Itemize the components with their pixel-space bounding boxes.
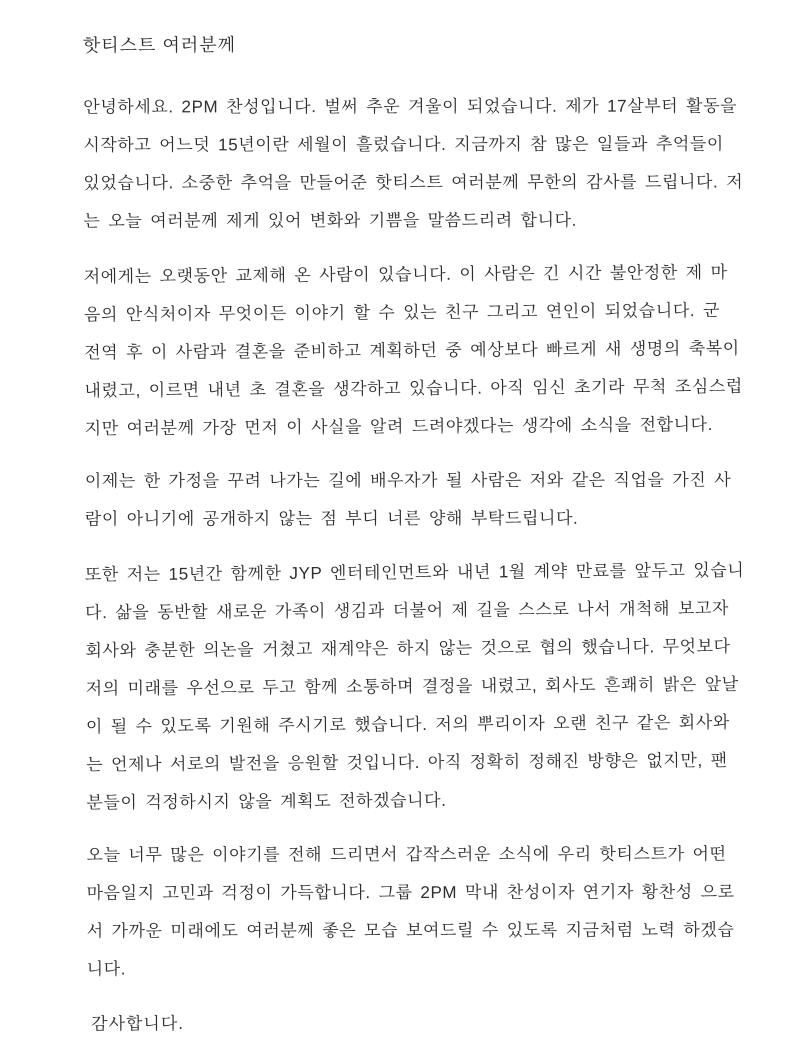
- letter-paragraph-greeting: 안녕하세요. 2PM 찬성입니다. 벌써 추운 겨울이 되었습니다. 제가 17살부터 활동을 시작하고 어느덧 15년이란 세월이 흘렀습니다. 지금까지 참 많은 일들과 추억들이 있었습니다. 소중한 추억을 만들어준 핫티스트 여러분께 무한의 감사를 드립니다. 저는 오늘 여러분께 제게 있어 변화와 기쁨을 말씀드리려 합니다.: [83, 96, 744, 231]
- letter-salutation: 핫티스트 여러분께: [82, 34, 237, 56]
- letter-paragraph-privacy-request: 이제는 한 가정을 꾸려 나가는 길에 배우자가 될 사람은 저와 같은 직업을 가진 사람이 아니기에 공개하지 않는 점 부디 너른 양해 부탁드립니다.: [84, 470, 732, 529]
- letter-closing: 감사합니다.: [91, 1014, 185, 1034]
- letter-paragraph-farewell: 오늘 너무 많은 이야기를 전해 드리면서 갑작스러운 소식에 우리 핫티스트가 어떤 마음일지 고민과 걱정이 가득합니다. 그룹 2PM 막내 찬성이자 연기자 황찬성 으로서 가까운 미래에도 여러분께 좋은 모습 보여드릴 수 있도록 지금처럼 노력 하겠습니다.: [86, 844, 735, 979]
- letter-paragraph-contract: 또한 저는 15년간 함께한 JYP 엔터테인먼트와 내년 1월 계약 만료를 앞두고 있습니다. 삶을 동반할 새로운 가족이 생김과 더불어 제 길을 스스로 나서 개척해 보고자 회사와 충분한 의논을 거쳤고 재계약은 하지 않는 것으로 협의 했습니다. 무엇보다 저의 미래를 우선으로 두고 함께 소통하며 결정을 내렸고, 회사도 흔쾌히 밝은 앞날이 될 수 있도록 기원해 주시기로 했습니다. 저의 뿌리이자 오랜 친구 같은 회사와는 언제나 서로의 발전을 응원할 것입니다. 아직 정확히 정해진 방향은 없지만, 팬 분들이 걱정하시지 않을 계획도 전하겠습니다.: [84, 560, 745, 813]
- letter-paragraph-relationship: 저에게는 오랫동안 교제해 온 사람이 있습니다. 이 사람은 긴 시간 불안정한 제 마음의 안식처이자 무엇이든 이야기 할 수 있는 친구 그리고 연인이 되었습니다. 군 전역 후 이 사람과 결혼을 준비하고 계획하던 중 예상보다 빠르게 새 생명의 축복이 내렸고, 이르면 내년 초 결혼을 생각하고 있습니다. 아직 임신 초기라 무척 조심스럽지만 여러분께 가장 먼저 이 사실을 알려 드려야겠다는 생각에 소식을 전합니다.: [83, 262, 743, 439]
- handwritten-letter: [83, 25, 747, 1043]
